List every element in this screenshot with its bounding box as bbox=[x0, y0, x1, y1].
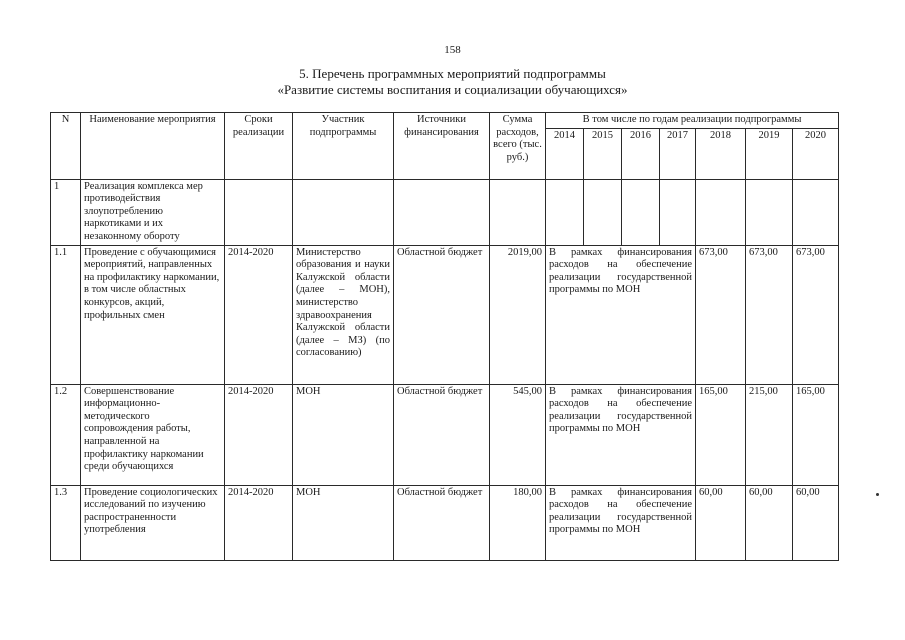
row-note: В рамках финансирования расходов на обеспечение реализации государственной программы по МОН bbox=[546, 384, 696, 485]
header-name: Наименование мероприятия bbox=[81, 113, 225, 180]
row-value-2019: 215,00 bbox=[746, 384, 793, 485]
row-value-2018: 60,00 bbox=[696, 485, 746, 560]
page-title bbox=[0, 66, 905, 98]
page-number: 158 bbox=[444, 44, 461, 56]
header-year-2020: 2020 bbox=[793, 128, 839, 179]
row-name: Проведение с обучающимися мероприятий, направленных на профилактику наркомании, в том числе областных конкурсов, акций, профильных смен bbox=[81, 245, 225, 384]
row-value-2019: 673,00 bbox=[746, 245, 793, 384]
scan-speck bbox=[876, 493, 879, 496]
header-by-years: В том числе по годам реализации подпрограммы bbox=[546, 113, 839, 129]
row-number: 1.2 bbox=[51, 384, 81, 485]
row-terms: 2014-2020 bbox=[225, 384, 293, 485]
row-sum: 545,00 bbox=[490, 384, 546, 485]
header-year-2015: 2015 bbox=[584, 128, 622, 179]
table-row bbox=[51, 245, 839, 384]
row-value-2019: 60,00 bbox=[746, 485, 793, 560]
header-year-2014: 2014 bbox=[546, 128, 584, 179]
row-name: Совершенствование информационно-методического сопровождения работы, направленной на профилактику наркомании среди обучающихся bbox=[81, 384, 225, 485]
header-year-2019: 2019 bbox=[746, 128, 793, 179]
row-number: 1.1 bbox=[51, 245, 81, 384]
header-sum: Сумма расходов, всего (тыс. руб.) bbox=[490, 113, 546, 180]
header-participant: Участник подпрограммы bbox=[293, 113, 394, 180]
row-value-2018: 165,00 bbox=[696, 384, 746, 485]
program-measures-table bbox=[50, 112, 839, 561]
header-terms: Сроки реализации bbox=[225, 113, 293, 180]
header-year-2016: 2016 bbox=[622, 128, 660, 179]
table-header-row bbox=[51, 113, 839, 129]
header-year-2017: 2017 bbox=[660, 128, 696, 179]
row-name: Реализация комплекса мер противодействия злоупотреблению наркотиками и их незаконному обороту bbox=[81, 179, 225, 245]
title-line-2: «Развитие системы воспитания и социализации обучающихся» bbox=[277, 82, 628, 97]
row-source: Областной бюджет bbox=[394, 485, 490, 560]
title-line-1: 5. Перечень программных мероприятий подпрограммы bbox=[299, 66, 606, 81]
row-value-2018: 673,00 bbox=[696, 245, 746, 384]
row-name: Проведение социологических исследований по изучению распространенности употребления bbox=[81, 485, 225, 560]
row-sum: 180,00 bbox=[490, 485, 546, 560]
row-value-2020: 673,00 bbox=[793, 245, 839, 384]
row-value-2020: 60,00 bbox=[793, 485, 839, 560]
row-source: Областной бюджет bbox=[394, 245, 490, 384]
row-sum: 2019,00 bbox=[490, 245, 546, 384]
row-value-2020: 165,00 bbox=[793, 384, 839, 485]
header-year-2018: 2018 bbox=[696, 128, 746, 179]
table-row bbox=[51, 179, 839, 245]
header-n: N bbox=[51, 113, 81, 180]
row-number: 1.3 bbox=[51, 485, 81, 560]
row-number: 1 bbox=[51, 179, 81, 245]
row-note: В рамках финансирования расходов на обеспечение реализации государственной программы по МОН bbox=[546, 245, 696, 384]
row-source: Областной бюджет bbox=[394, 384, 490, 485]
table-row bbox=[51, 384, 839, 485]
row-participant: Министерство образования и науки Калужской области (далее – МОН), министерство здравоохранения Калужской области (далее – МЗ) (по согласованию) bbox=[293, 245, 394, 384]
row-note: В рамках финансирования расходов на обеспечение реализации государственной программы по МОН bbox=[546, 485, 696, 560]
header-sources: Источники финансирования bbox=[394, 113, 490, 180]
row-participant: МОН bbox=[293, 485, 394, 560]
row-terms: 2014-2020 bbox=[225, 485, 293, 560]
row-terms: 2014-2020 bbox=[225, 245, 293, 384]
table-row bbox=[51, 485, 839, 560]
row-participant: МОН bbox=[293, 384, 394, 485]
